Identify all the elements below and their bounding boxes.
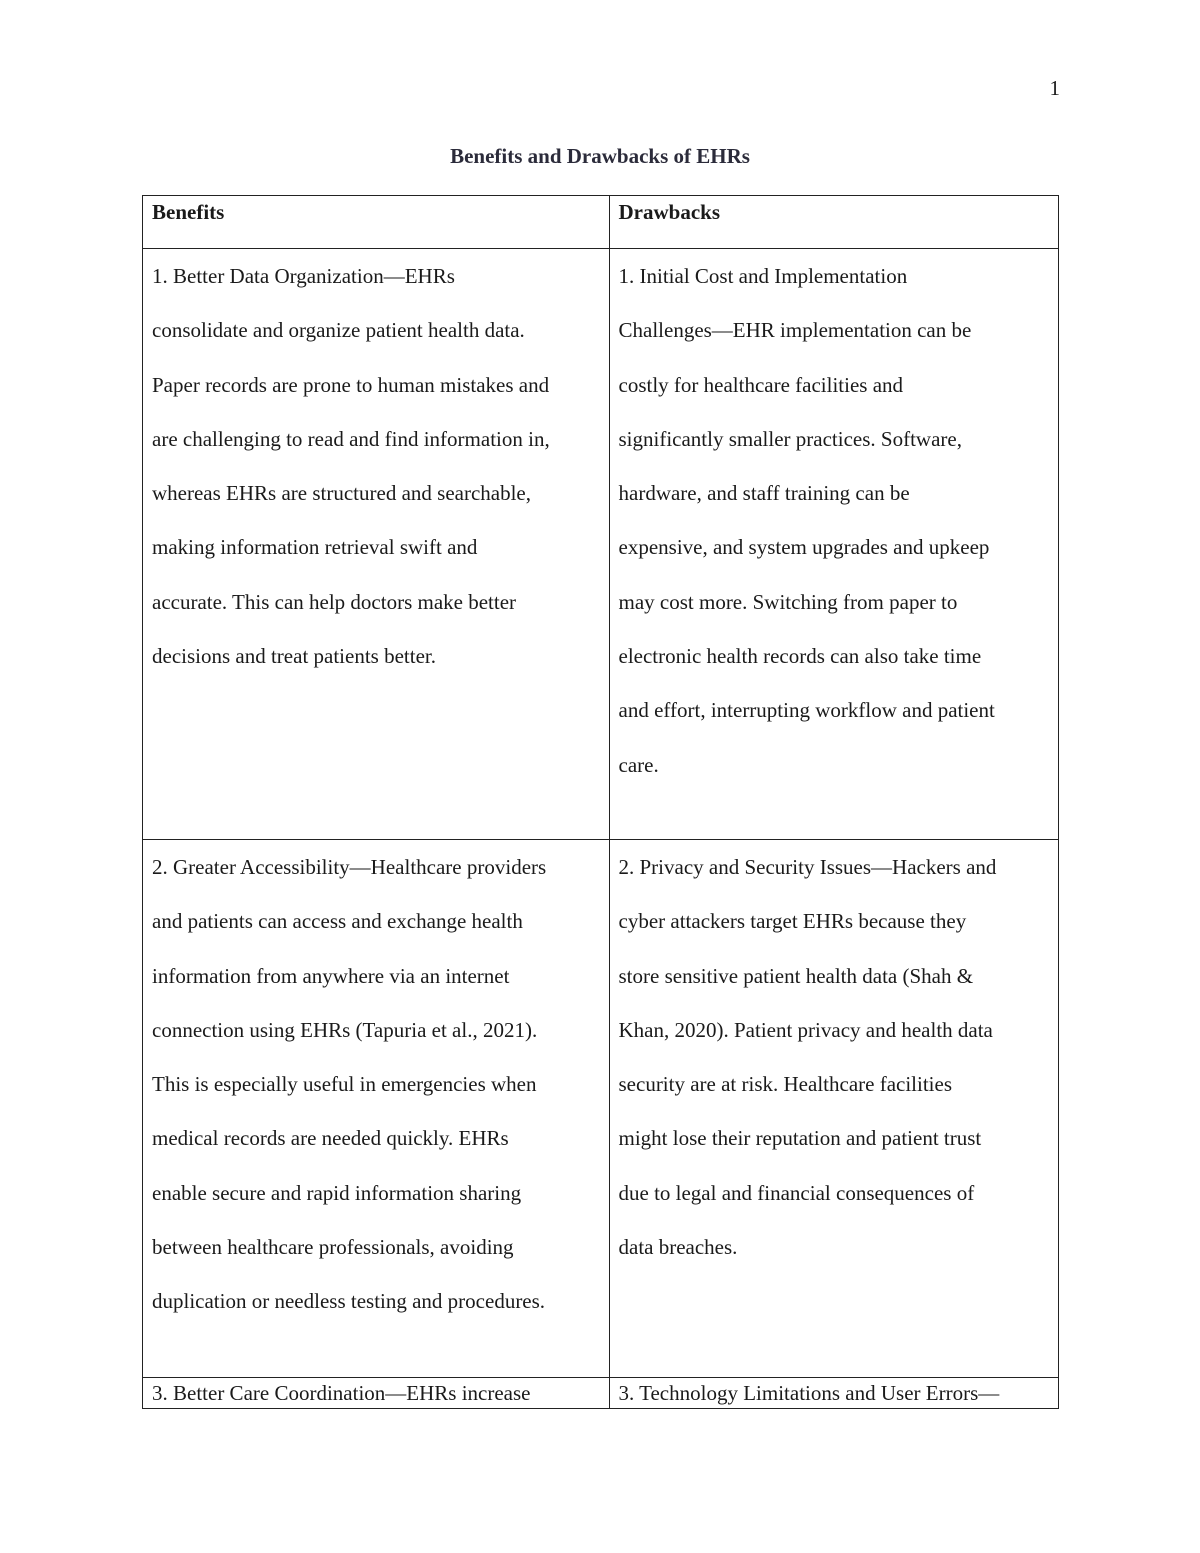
drawback-text: 2. Privacy and Security Issues—Hackers and cyber attackers target EHRs because they store sensitive patient health data (Shah & Khan, 2020). Patient privacy and health data security are at risk. Healthcare facilities might lose their reputation and patient trust due to legal and financial consequences of data breaches. xyxy=(618,855,997,1260)
document-title: Benefits and Drawbacks of EHRs xyxy=(450,144,750,168)
table-row xyxy=(143,249,1059,840)
column-header-benefits: Benefits xyxy=(143,196,610,249)
table-header-row xyxy=(143,196,1059,249)
column-header-drawbacks: Drawbacks xyxy=(609,196,1059,249)
benefit-text: 1. Better Data Organization—EHRs consolidate and organize patient health data. Paper records are prone to human mistakes and are challenging to read and find information in, whereas EHRs are structured and searchable, making information retrieval swift and accurate. This can help doctors make better decisions and treat patients better. xyxy=(152,264,550,669)
benefit-cell xyxy=(143,1378,610,1409)
page-number: 1 xyxy=(1049,76,1060,100)
table-row xyxy=(143,1378,1059,1409)
benefit-text: 3. Better Care Coordination—EHRs increase xyxy=(152,1381,531,1405)
drawback-text: 1. Initial Cost and Implementation Challenges—EHR implementation can be costly for healthcare facilities and significantly smaller practices. Software, hardware, and staff training can be expensive, and system upgrades and upkeep may cost more. Switching from paper to electronic health records can also take time and effort, interrupting workflow and patient care. xyxy=(618,264,995,777)
drawback-cell xyxy=(609,1378,1059,1409)
drawback-cell xyxy=(609,249,1059,840)
benefit-text: 2. Greater Accessibility—Healthcare providers and patients can access and exchange health information from anywhere via an internet connection using EHRs (Tapuria et al., 2021). This is especially useful in emergencies when medical records are needed quickly. EHRs enable secure and rapid information sharing between healthcare professionals, avoiding duplication or needless testing and procedures. xyxy=(152,855,547,1314)
drawback-text: 3. Technology Limitations and User Errors— xyxy=(618,1381,1000,1405)
benefit-cell xyxy=(143,249,610,840)
drawback-cell xyxy=(609,840,1059,1378)
benefit-cell xyxy=(143,840,610,1378)
table-row xyxy=(143,840,1059,1378)
benefits-drawbacks-table xyxy=(142,195,1059,1409)
